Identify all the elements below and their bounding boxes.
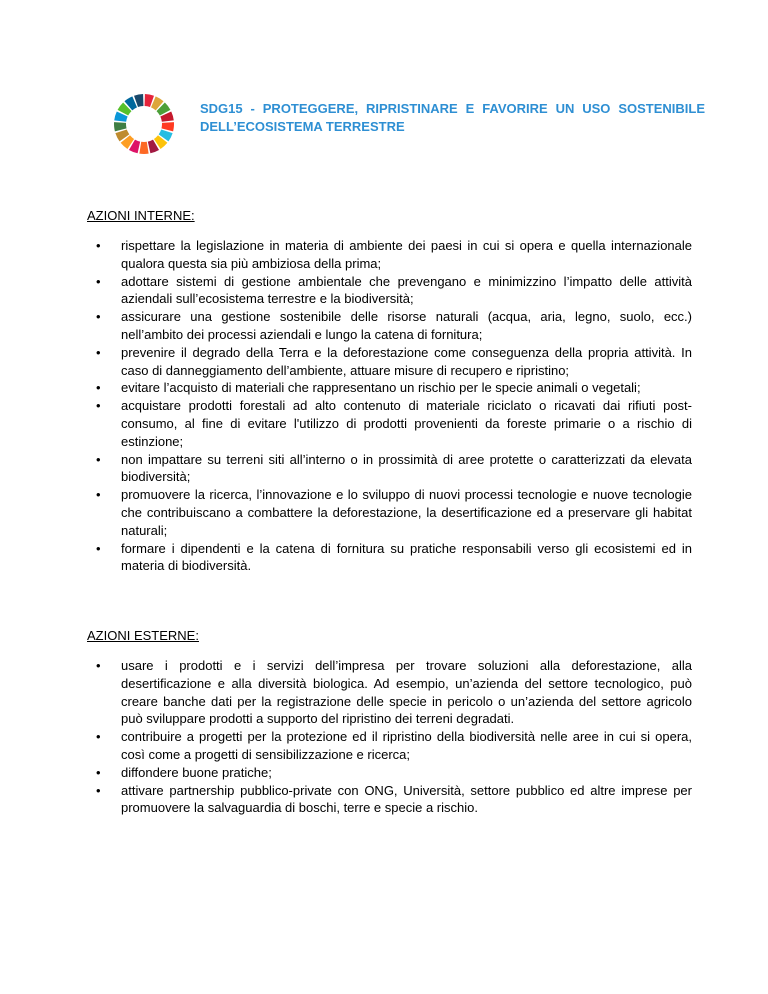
list-item: • prevenire il degrado della Terra e la deforestazione come conseguenza della propria attività. In caso di danneggiamento dell’ambiente, attuare misure di recupero e ripristino; bbox=[121, 344, 692, 380]
document-title: SDG15 - PROTEGGERE, RIPRISTINARE E FAVORIRE UN USO SOSTENIBILE DELL’ECOSISTEMA TERRESTRE bbox=[200, 101, 705, 134]
list-item: • adottare sistemi di gestione ambientale che prevengano e minimizzino l’impatto delle attività aziendali sull’ecosistema terrestre e la biodiversità; bbox=[121, 273, 692, 309]
list-item: • diffondere buone pratiche; bbox=[121, 764, 692, 782]
list-item: • formare i dipendenti e la catena di fornitura su pratiche responsabili verso gli ecosistemi ed in materia di biodiversità. bbox=[121, 540, 692, 576]
external-actions-list bbox=[87, 657, 692, 817]
list-item: • promuovere la ricerca, l’innovazione e lo sviluppo di nuovi processi tecnologie e nuove tecnologie che contribuiscano a combattere la deforestazione, la desertificazione ed a preservare gli habitat naturali; bbox=[121, 486, 692, 539]
external-actions-heading: AZIONI ESTERNE: bbox=[87, 628, 199, 643]
list-item: • attivare partnership pubblico-private con ONG, Università, settore pubblico ed altre imprese per promuovere la salvaguardia di boschi, terre e specie a rischio. bbox=[121, 782, 692, 818]
list-item: • contribuire a progetti per la protezione ed il ripristino della biodiversità nelle aree in cui si opera, così come a progetti di sensibilizzazione e ricerca; bbox=[121, 728, 692, 764]
list-item: • usare i prodotti e i servizi dell’impresa per trovare soluzioni alla deforestazione, alla desertificazione e alla diversità biologica. Ad esempio, un’azienda del settore tecnologico, può creare banche dati per la registrazione delle specie in pericolo o un’azienda del settore agricolo può sviluppare prodotti a supporto del ripristino dei terreni degradati. bbox=[121, 657, 692, 728]
sdg-wheel-segment bbox=[161, 122, 174, 131]
sdg-wheel-segment bbox=[139, 142, 148, 154]
document-header bbox=[112, 92, 712, 152]
sdg-wheel-icon bbox=[112, 92, 176, 156]
internal-actions-section bbox=[87, 207, 692, 575]
sdg-wheel-segment bbox=[114, 122, 127, 131]
list-item: • acquistare prodotti forestali ad alto contenuto di materiale riciclato o ricavati dai rifiuti post-consumo, al fine di evitare l'utilizzo di prodotti provenienti da foreste primarie o a rischio di estinzione; bbox=[121, 397, 692, 450]
external-actions-section bbox=[87, 627, 692, 817]
internal-actions-list bbox=[87, 237, 692, 575]
list-item: • assicurare una gestione sostenibile delle risorse naturali (acqua, aria, legno, suolo, ecc.) nell’ambito dei processi aziendali e lungo la catena di fornitura; bbox=[121, 308, 692, 344]
list-item: • non impattare su terreni siti all’interno o in prossimità di aree protette o caratterizzati da elevata biodiversità; bbox=[121, 451, 692, 487]
list-item: • rispettare la legislazione in materia di ambiente dei paesi in cui si opera e quella internazionale qualora questa sia più ambiziosa della prima; bbox=[121, 237, 692, 273]
list-item: • evitare l’acquisto di materiali che rappresentano un rischio per le specie animali o vegetali; bbox=[121, 379, 692, 397]
internal-actions-heading: AZIONI INTERNE: bbox=[87, 208, 195, 223]
